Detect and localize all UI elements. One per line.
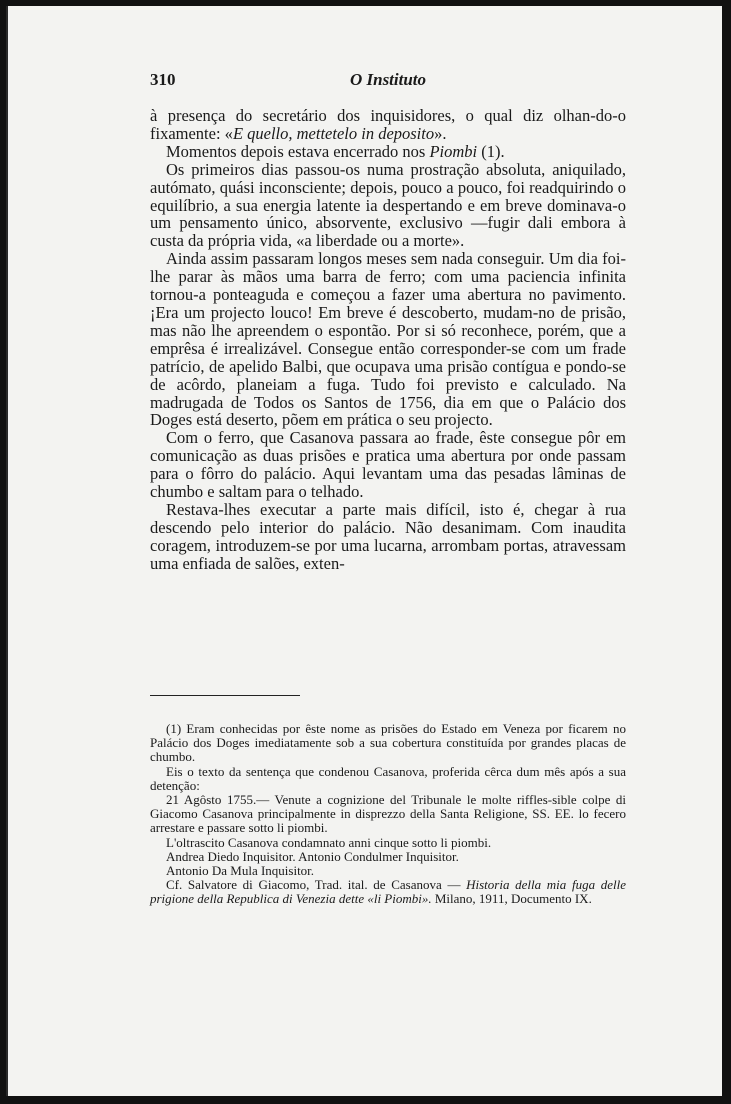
main-text bbox=[150, 107, 626, 573]
paragraph: Restava-lhes executar a parte mais difícil, isto é, chegar à rua descendo pelo interior do palácio. Não desanimam. Com inaudita coragem, introduzem-se por uma lucarna, arrombam portas, atravessam uma enfiada de salões, exten- bbox=[150, 499, 626, 573]
footnote: Andrea Diedo Inquisitor. Antonio Condulmer Inquisitor. bbox=[166, 848, 459, 864]
footnote: 21 Agôsto 1755.— Venute a cognizione del Tribunale le molte riffles-sible colpe di Giacomo Casanova principalmente in disprezzo della Santa Religione, SS. EE. lo fecero arrestare e passare sotto li piombi. bbox=[150, 792, 626, 836]
header-title: O Instituto bbox=[349, 70, 427, 89]
running-header bbox=[150, 70, 626, 94]
paragraph: Momentos depois estava encerrado nos Piombi (1). bbox=[166, 141, 505, 161]
paragraph: Com o ferro, que Casanova passara ao frade, êste consegue pôr em comunicação as duas prisões e pratica uma abertura por onde passam para o fôrro do palácio. Aqui levantam uma das pesadas lâminas de chumbo e saltam para o telhado. bbox=[150, 428, 626, 502]
page-number: 310 bbox=[150, 70, 176, 89]
footnote: Eis o texto da sentença que condenou Casanova, proferida cêrca dum mês após a sua detenção: bbox=[150, 763, 626, 793]
paragraph: Os primeiros dias passou-os numa prostração absoluta, aniquilado, autómato, quási inconsciente; depois, pouco a pouco, foi readquirindo o equilíbrio, a sua energia latente ia despertando e em breve dominava-o um pensamento único, absorvente, exclusivo —fugir dali embora à custa da própria vida, «a liberdade ou a morte». bbox=[150, 159, 626, 251]
footnote-separator bbox=[150, 695, 300, 696]
footnote: Antonio Da Mula Inquisitor. bbox=[166, 863, 315, 879]
paragraph: à presença do secretário dos inquisidores, o qual diz olhan-do-o fixamente: «E quello, mettetelo in deposito». bbox=[150, 106, 626, 143]
footnotes bbox=[150, 722, 626, 907]
footnote: (1) Eram conhecidas por êste nome as prisões do Estado em Veneza por ficarem no Palácio dos Doges imediatamente sob a sua cobertura constituída por grandes placas de chumbo. bbox=[150, 721, 626, 765]
paragraph: Ainda assim passaram longos meses sem nada conseguir. Um dia foi-lhe parar às mãos uma barra de ferro; com uma paciencia infinita tornou-a ponteaguda e começou a fazer uma abertura no pavimento. ¡Era um projecto louco! Em breve é descoberto, mudam-no de prisão, mas não lhe apreendem o espontão. Por si só reconhece, porém, que a emprêsa é irrealizável. Consegue então corresponder-se com um frade patrício, de apelido Balbi, que ocupava uma prisão contígua e pondo-se de acôrdo, planeiam a fuga. Tudo foi previsto e calculado. Na madrugada de Todos os Santos de 1756, dia em que o Palácio dos Doges está deserto, põem em prática o seu projecto. bbox=[150, 249, 626, 430]
footnote: Cf. Salvatore di Giacomo, Trad. ital. de Casanova — Historia della mia fuga delle prigione della Republica di Venezia dette «li Piombi». Milano, 1911, Documento IX. bbox=[150, 877, 626, 907]
footnote: L'oltrascito Casanova condamnato anni cinque sotto li piombi. bbox=[166, 834, 492, 850]
